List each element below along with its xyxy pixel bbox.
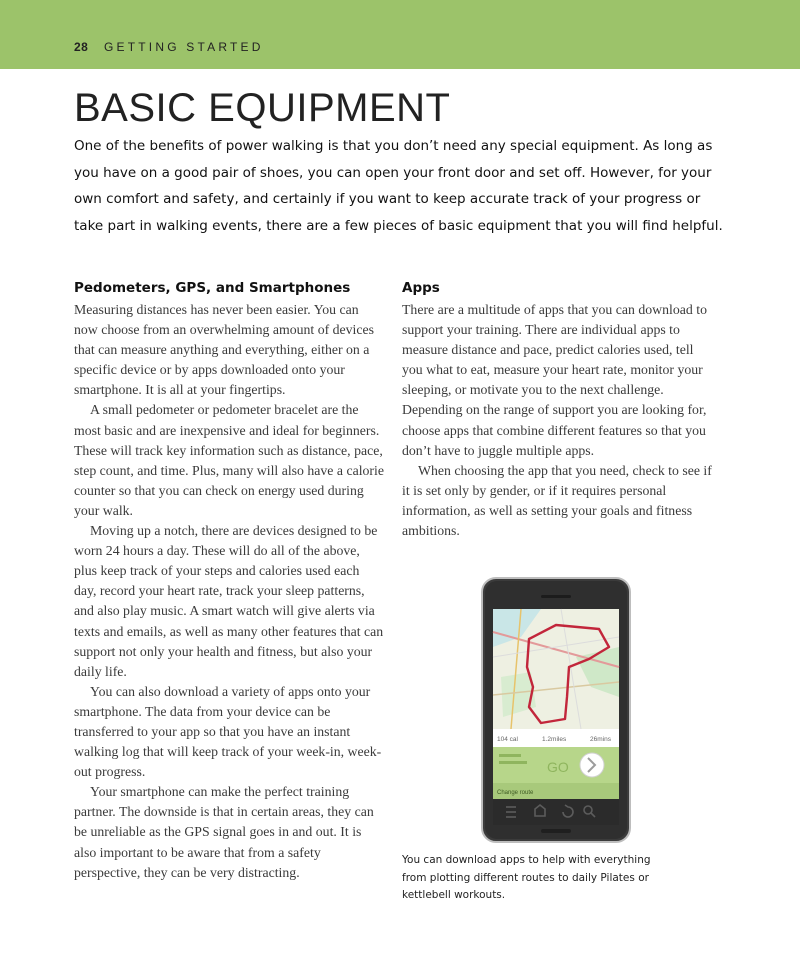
body-paragraph: Your smartphone can make the perfect training partner. The downside is that in certain areas, they can be unreliable as the GPS signal goes in and out. It is also important to be aware that from a safety perspective, they can be very distracting.: [74, 784, 374, 880]
time-stat: 26mins: [590, 736, 611, 743]
left-column-heading: Pedometers, GPS, and Smartphones: [74, 280, 351, 296]
body-paragraph: You can also download a variety of apps onto your smartphone. The data from your device can be transferred to your app so that you have an instant walking log that will keep track of your week-in, week-out progress.: [74, 683, 382, 780]
smartphone-illustration: [481, 577, 631, 843]
change-route-label: Change route: [497, 790, 534, 796]
distance-stat: 1.2miles: [542, 736, 567, 743]
body-paragraph: When choosing the app that you need, check to see if it is set only by gender, or if it requires personal information, as well as setting your goals and fitness ambitions.: [402, 462, 712, 539]
left-column: [74, 276, 384, 883]
page-number: 28: [74, 40, 89, 54]
calories-stat: 104 cal: [497, 736, 518, 743]
body-paragraph: There are a multitude of apps that you can download to support your training. There are individual apps to measure distance and pace, predict calories used, tell you what to eat, measure your heart rate, monitor your sleeping, or motivate you to the next challenge. Depending on the range of support you are looking for, choose apps that combine different features so that you don’t have to juggle multiple apps.: [402, 302, 707, 458]
body-paragraph: A small pedometer or pedometer bracelet are the most basic and are inexpensive and ideal for beginners. These will track key information such as distance, pace, step count, and time. Plus, many will also have a calorie counter so that you can check on energy used during your walk.: [74, 402, 384, 518]
page-title: BASIC EQUIPMENT: [74, 86, 451, 130]
body-paragraph: Measuring distances has never been easier. You can now choose from an overwhelming amount of devices that can measure anything and everything, either on a specific device or by apps downloaded onto your smartphone. It is all at your fingertips.: [74, 302, 375, 398]
go-label: GO: [547, 759, 569, 775]
right-column-heading: Apps: [402, 280, 440, 296]
section-title: GETTING STARTED: [104, 40, 264, 54]
header-bar: [0, 0, 800, 69]
right-column: [402, 276, 712, 541]
figure-caption: You can download apps to help with everything from plotting different routes to daily Pilates or kettlebell workouts.: [402, 854, 651, 901]
intro-paragraph: One of the benefits of power walking is that you don’t need any special equipment. As long as you have on a good pair of shoes, you can open your front door and set off. However, for your own comfort and safety, and certainly if you want to keep accurate track of your progress or take part in walking events, there are a few pieces of basic equipment that you will find helpful.: [74, 138, 723, 235]
body-paragraph: Moving up a notch, there are devices designed to be worn 24 hours a day. These will do all of the above, plus keep track of your steps and calories used each day, record your heart rate, track your sleep patterns, and also play music. A smart watch will give alerts via texts and emails, as well as many other features that can support not only your health and fitness, but also your daily life.: [74, 523, 384, 679]
map-image: [493, 609, 619, 729]
